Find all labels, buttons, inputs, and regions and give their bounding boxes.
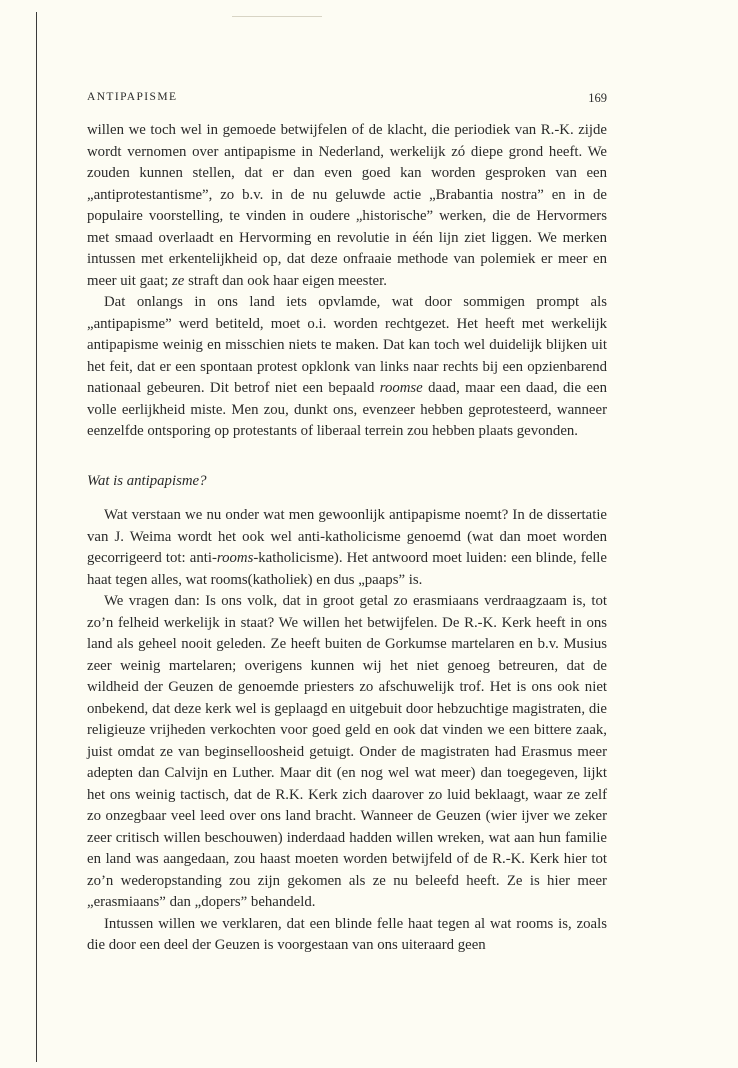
text-run: straft dan ook haar eigen meester. <box>184 272 387 289</box>
italic-term: ze <box>172 272 185 289</box>
italic-term: rooms <box>216 550 254 566</box>
text-run: -katholicisme). Het antwoord moet luiden: een blinde, felle haat tegen alles, wat rooms(katholiek) en dus „paaps” is. <box>87 550 607 588</box>
paragraph <box>87 505 607 591</box>
section-heading: Wat is antipapisme? <box>87 472 207 489</box>
paragraph <box>87 914 607 957</box>
running-head <box>87 91 607 109</box>
text-run: willen we toch wel in gemoede betwijfelen of de klacht, die periodiek van R.-K. zijde wordt vernomen over antipapisme in Nederland, werkelijk zó diepe grond heeft. We zouden kunnen stellen, dat er dan even goed kan worden gesproken van een „antiprotestantisme”, zo b.v. in de nu geluwde actie „Brabantia nostra” en in de populaire voorstelling, te vinden in oudere „historische” werken, die de Hervormers met smaad overlaadt en Hervorming en revolutie in één lijn ziet liggen. We merken intussen met erkentelijkheid op, dat deze onfraaie methode van polemiek er meer en meer uit gaat; <box>87 122 607 289</box>
binding-edge-line <box>36 12 37 1062</box>
italic-term: roomse <box>379 380 423 396</box>
text-run: Intussen willen we verklaren, dat een blinde felle haat tegen al wat rooms is, zoals die door een deel der Geuzen is voorgestaan van ons uiteraard geen <box>87 915 607 953</box>
body-text <box>87 120 607 957</box>
paragraph <box>87 120 607 292</box>
running-head-title: ANTIPAPISME <box>87 91 178 103</box>
text-run: Dat onlangs in ons land iets opvlamde, wat door sommigen prompt als „antipapisme” werd betiteld, moet o.i. worden rechtgezet. Het heeft met werkelijk antipapisme weinig en misschien niets te maken. Dat kan toch wel duidelijk blijken uit het feit, dat er een spontaan protest opklonk van links naar rechts bij een opzienbarend nationaal gebeuren. Dit betrof niet een bepaald <box>87 294 607 396</box>
text-run: We vragen dan: Is ons volk, dat in groot getal zo erasmiaans verdraagzaam is, tot zo’n felheid werkelijk in staat? We willen het betwijfelen. De R.-K. Kerk heeft in ons land als geheel nooit geleden. Ze heeft buiten de Gorkumse martelaren en b.v. Musius zeer weinig martelaren; overigens kunnen wij het niet genoeg betreuren, dat de wildheid der Geuzen de genoemde priesters zo afschuwelijk trof. Het is ons ook niet onbekend, dat deze kerk wel is geplaagd en uitgebuit door hebzuchtige magistraten, die religieuze vrijheden verkochten voor goed geld en ook dat vinden we een bittere zaak, juist omdat ze van beginselloosheid getuigt. Onder de magistraten had Erasmus meer adepten dan Calvijn en Luther. Maar dit (en nog wel wat meer) dan toegegeven, lijkt het ons weinig tactisch, dat de R.K. Kerk zich daarover zo luid beklaagt, waar ze zelf zo onzegbaar veel leed over ons land bracht. Wanneer de Geuzen (wier ijver we zeker zeer critisch willen beschouwen) inderdaad hadden willen wreken, wat aan hun familie en land was aangedaan, zou haast moeten worden betwijfeld of de R.-K. Kerk hier tot zo’n wederopstanding zou zijn gekomen als ze nu beleefd heeft. Ze is hier meer „erasmiaans” dan „dopers” behandeld. <box>87 593 607 910</box>
text-run: Wat verstaan we nu onder wat men gewoonlijk antipapisme noemt? In de dissertatie van J. Weima wordt het ook wel anti-katholicisme genoemd (wat dan moet worden gecorrigeerd tot: anti- <box>87 507 607 566</box>
scan-mark <box>232 16 322 17</box>
page-number: 169 <box>588 91 607 105</box>
paragraph <box>87 591 607 914</box>
paragraph <box>87 292 607 443</box>
text-run: daad, maar een daad, die een volle eerlijkheid miste. Men zou, dunkt ons, evenzeer hebben geprotesteerd, wanneer eenzelfde ontsporing op protestants of liberaal terrein zou hebben plaats gevonden. <box>87 380 607 439</box>
